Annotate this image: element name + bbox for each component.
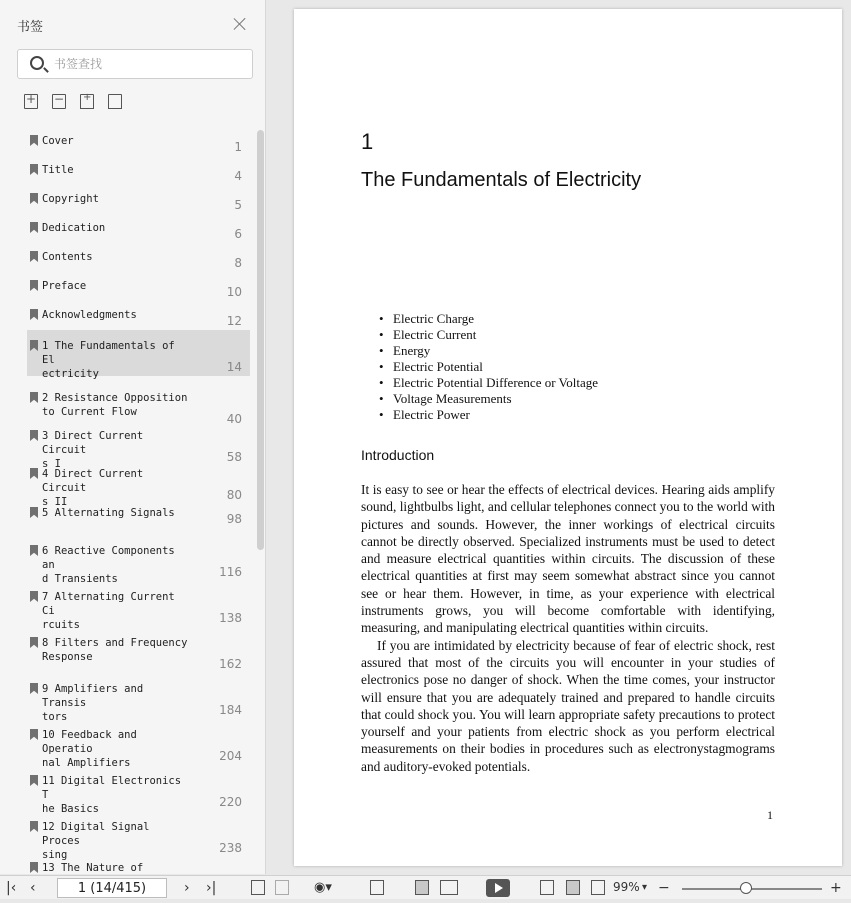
bookmark-page-number: 40 — [226, 412, 242, 426]
bookmark-icon — [30, 193, 38, 204]
bookmark-label: 11 Digital Electronics T he Basics — [42, 775, 182, 815]
list-item: • Voltage Measurements — [379, 391, 598, 407]
bookmark-icon — [30, 775, 38, 786]
bookmark-label: 5 Alternating Signals — [42, 507, 175, 519]
bookmark-label: 13 The Nature of — [42, 862, 144, 874]
bookmark-page-number: 184 — [219, 703, 242, 717]
prev-page-icon[interactable]: ‹ — [30, 880, 36, 896]
bookmark-icon — [30, 637, 38, 648]
forward-icon[interactable] — [275, 880, 289, 895]
page-number: 1 — [767, 808, 773, 822]
bookmark-icon — [30, 430, 38, 441]
list-item: • Electric Power — [379, 407, 598, 423]
double-page-icon[interactable] — [440, 880, 458, 895]
paragraph: If you are intimidated by electricity because of fear of electric shock, rest assured that most of the circuits you will encounter in your studies of electronics pose no danger of shock. When the time comes, your instructor will ensure that you are adequately trained and prepared to handle circuits that could shock you. You will learn appropriate safety precautions to protect yourself and your patients from electric shock as you perform electrical measurements on their bodies in procedures such as electronystagmograms and auditory-evoked potentials. — [361, 637, 775, 774]
bookmark-label: 7 Alternating Current Ci rcuits — [42, 591, 175, 631]
list-item: • Electric Current — [379, 327, 598, 343]
list-item: • Electric Charge — [379, 311, 598, 327]
bookmark-item[interactable] — [27, 502, 250, 535]
zoom-out-icon[interactable]: − — [658, 880, 670, 896]
bookmark-item[interactable] — [27, 217, 250, 246]
zoom-level[interactable]: 99% — [613, 880, 640, 894]
bookmark-item[interactable] — [27, 382, 250, 426]
bookmark-icon — [30, 507, 38, 518]
search-icon — [30, 56, 44, 70]
chevron-down-icon[interactable]: ▾ — [642, 882, 648, 893]
bookmark-page-number: 98 — [226, 512, 242, 526]
bookmark-search-box[interactable] — [17, 49, 253, 79]
bookmark-page-number: 162 — [219, 657, 242, 671]
section-heading: Introduction — [361, 447, 435, 463]
bookmark-label: Preface — [42, 280, 87, 292]
bookmark-page-number: 58 — [226, 450, 242, 464]
bookmark-item[interactable] — [27, 458, 250, 508]
bookmark-label: Cover — [42, 135, 74, 147]
bookmark-label: 6 Reactive Components an d Transients — [42, 545, 175, 585]
bookmark-item[interactable] — [27, 765, 250, 815]
bookmark-item[interactable] — [27, 627, 250, 673]
bookmark-search-input[interactable] — [54, 55, 244, 73]
bookmark-icon — [30, 222, 38, 233]
close-icon[interactable] — [233, 17, 247, 31]
bookmark-item[interactable] — [27, 275, 250, 304]
last-page-icon[interactable]: ›| — [206, 880, 217, 896]
bookmark-page-number: 10 — [226, 285, 242, 299]
paragraph: It is easy to see or hear the effects of electrical devices. Hearing aids amplify sound, lightbulbs light, and cellular telephones connect you to the world with pictures and sounds. However, the inner workings of electrical circuits cannot be directly observed. Specialized instruments must be used to detect and measure electrical quantities within circuits. The discussion of these electrical quantities at first may seem somewhat abstract since you cannot see or hear them. However, in time, as your experience with electrical instruments grows, you will become comfortable with identifying, measuring, and manipulating electrical quantities within circuits. — [361, 482, 775, 636]
bookmark-label: 9 Amplifiers and Transis tors — [42, 683, 144, 723]
single-page-scroll-icon[interactable] — [370, 880, 384, 895]
bookmark-item[interactable] — [27, 420, 250, 470]
list-item: • Energy — [379, 343, 598, 359]
bookmark-label: 1 The Fundamentals of El ectricity — [42, 340, 175, 380]
back-icon[interactable] — [251, 880, 265, 895]
first-page-icon[interactable]: |‹ — [6, 880, 17, 896]
bookmark-item[interactable] — [27, 673, 250, 723]
fit-page-icon[interactable] — [566, 880, 580, 895]
bookmark-icon[interactable] — [108, 94, 122, 109]
bookmark-page-number: 8 — [234, 256, 242, 270]
bookmark-label: 8 Filters and Frequency Response — [42, 637, 188, 663]
bookmark-page-number: 12 — [226, 314, 242, 328]
bookmark-icon — [30, 135, 38, 146]
bookmark-item[interactable] — [27, 159, 250, 188]
bookmark-item[interactable] — [27, 130, 250, 159]
list-item: • Electric Potential Difference or Voltage — [379, 375, 598, 391]
bookmark-page-number: 220 — [219, 795, 242, 809]
bookmark-icon — [30, 545, 38, 556]
body-text — [361, 481, 775, 775]
bookmark-label: 4 Direct Current Circuit s II — [42, 468, 144, 508]
bookmark-icon — [30, 821, 38, 832]
bookmark-page-number: 116 — [219, 565, 242, 579]
bookmark-label: 12 Digital Signal Proces sing — [42, 821, 150, 861]
bookmark-page-number: 14 — [226, 360, 242, 374]
list-item: • Electric Potential — [379, 359, 598, 375]
bookmark-item[interactable] — [27, 330, 250, 380]
add-bookmark-icon[interactable] — [80, 94, 94, 109]
collapse-all-icon[interactable] — [52, 94, 66, 109]
single-page-icon[interactable] — [415, 880, 429, 895]
bookmark-icon — [30, 340, 38, 351]
bookmark-label: Acknowledgments — [42, 309, 137, 321]
bookmark-page-number: 1 — [234, 140, 242, 154]
sidebar-scrollbar[interactable] — [257, 130, 264, 550]
bookmark-label: 10 Feedback and Operatio nal Amplifiers — [42, 729, 137, 769]
zoom-slider[interactable] — [682, 888, 822, 890]
bookmark-page-number: 5 — [234, 198, 242, 212]
bookmark-sidebar — [0, 0, 266, 874]
bookmark-icon — [30, 683, 38, 694]
bookmark-label: Title — [42, 164, 74, 176]
bottom-toolbar — [0, 875, 851, 899]
bookmark-page-number: 238 — [219, 841, 242, 855]
bookmark-item[interactable] — [27, 719, 250, 769]
bookmark-icon — [30, 392, 38, 403]
chapter-number: 1 — [361, 129, 374, 154]
rotate-icon[interactable] — [591, 880, 605, 895]
bookmark-icon — [30, 468, 38, 479]
next-page-icon[interactable]: › — [184, 880, 190, 896]
bookmark-label: Dedication — [42, 222, 106, 234]
sidebar-title: 书签 — [17, 20, 44, 35]
bookmark-item[interactable] — [27, 246, 250, 275]
bookmark-label: 2 Resistance Opposition to Current Flow — [42, 392, 188, 418]
bookmark-page-number: 80 — [226, 488, 242, 502]
bookmark-page-number: 6 — [234, 227, 242, 241]
bookmark-icon — [30, 251, 38, 262]
bookmark-icon — [30, 729, 38, 740]
bookmark-label: Copyright — [42, 193, 99, 205]
eye-icon[interactable]: ◉▾ — [314, 880, 332, 895]
bookmark-icon — [30, 164, 38, 175]
expand-all-icon[interactable] — [24, 94, 38, 109]
bookmark-icon — [30, 280, 38, 291]
bookmark-label: Contents — [42, 251, 93, 263]
bookmark-item[interactable] — [27, 581, 250, 631]
bookmark-label: 3 Direct Current Circuit s I — [42, 430, 144, 470]
bookmark-item[interactable] — [27, 811, 250, 861]
bookmark-item[interactable] — [27, 188, 250, 217]
bookmark-icon — [30, 591, 38, 602]
actual-size-icon[interactable] — [540, 880, 554, 895]
page-number-input[interactable] — [57, 878, 167, 898]
bookmark-icon — [30, 309, 38, 320]
bookmark-item[interactable] — [27, 535, 250, 585]
play-icon[interactable] — [486, 879, 510, 897]
zoom-in-icon[interactable]: + — [830, 880, 842, 896]
bookmark-page-number: 138 — [219, 611, 242, 625]
topic-list — [379, 311, 598, 423]
document-page — [294, 9, 842, 866]
bookmark-page-number: 4 — [234, 169, 242, 183]
bookmark-list — [27, 130, 251, 874]
bookmark-item[interactable] — [27, 304, 250, 330]
chapter-title: The Fundamentals of Electricity — [361, 169, 642, 191]
bookmark-page-number: 204 — [219, 749, 242, 763]
zoom-slider-thumb[interactable] — [740, 882, 752, 894]
bookmark-icon — [30, 862, 38, 873]
